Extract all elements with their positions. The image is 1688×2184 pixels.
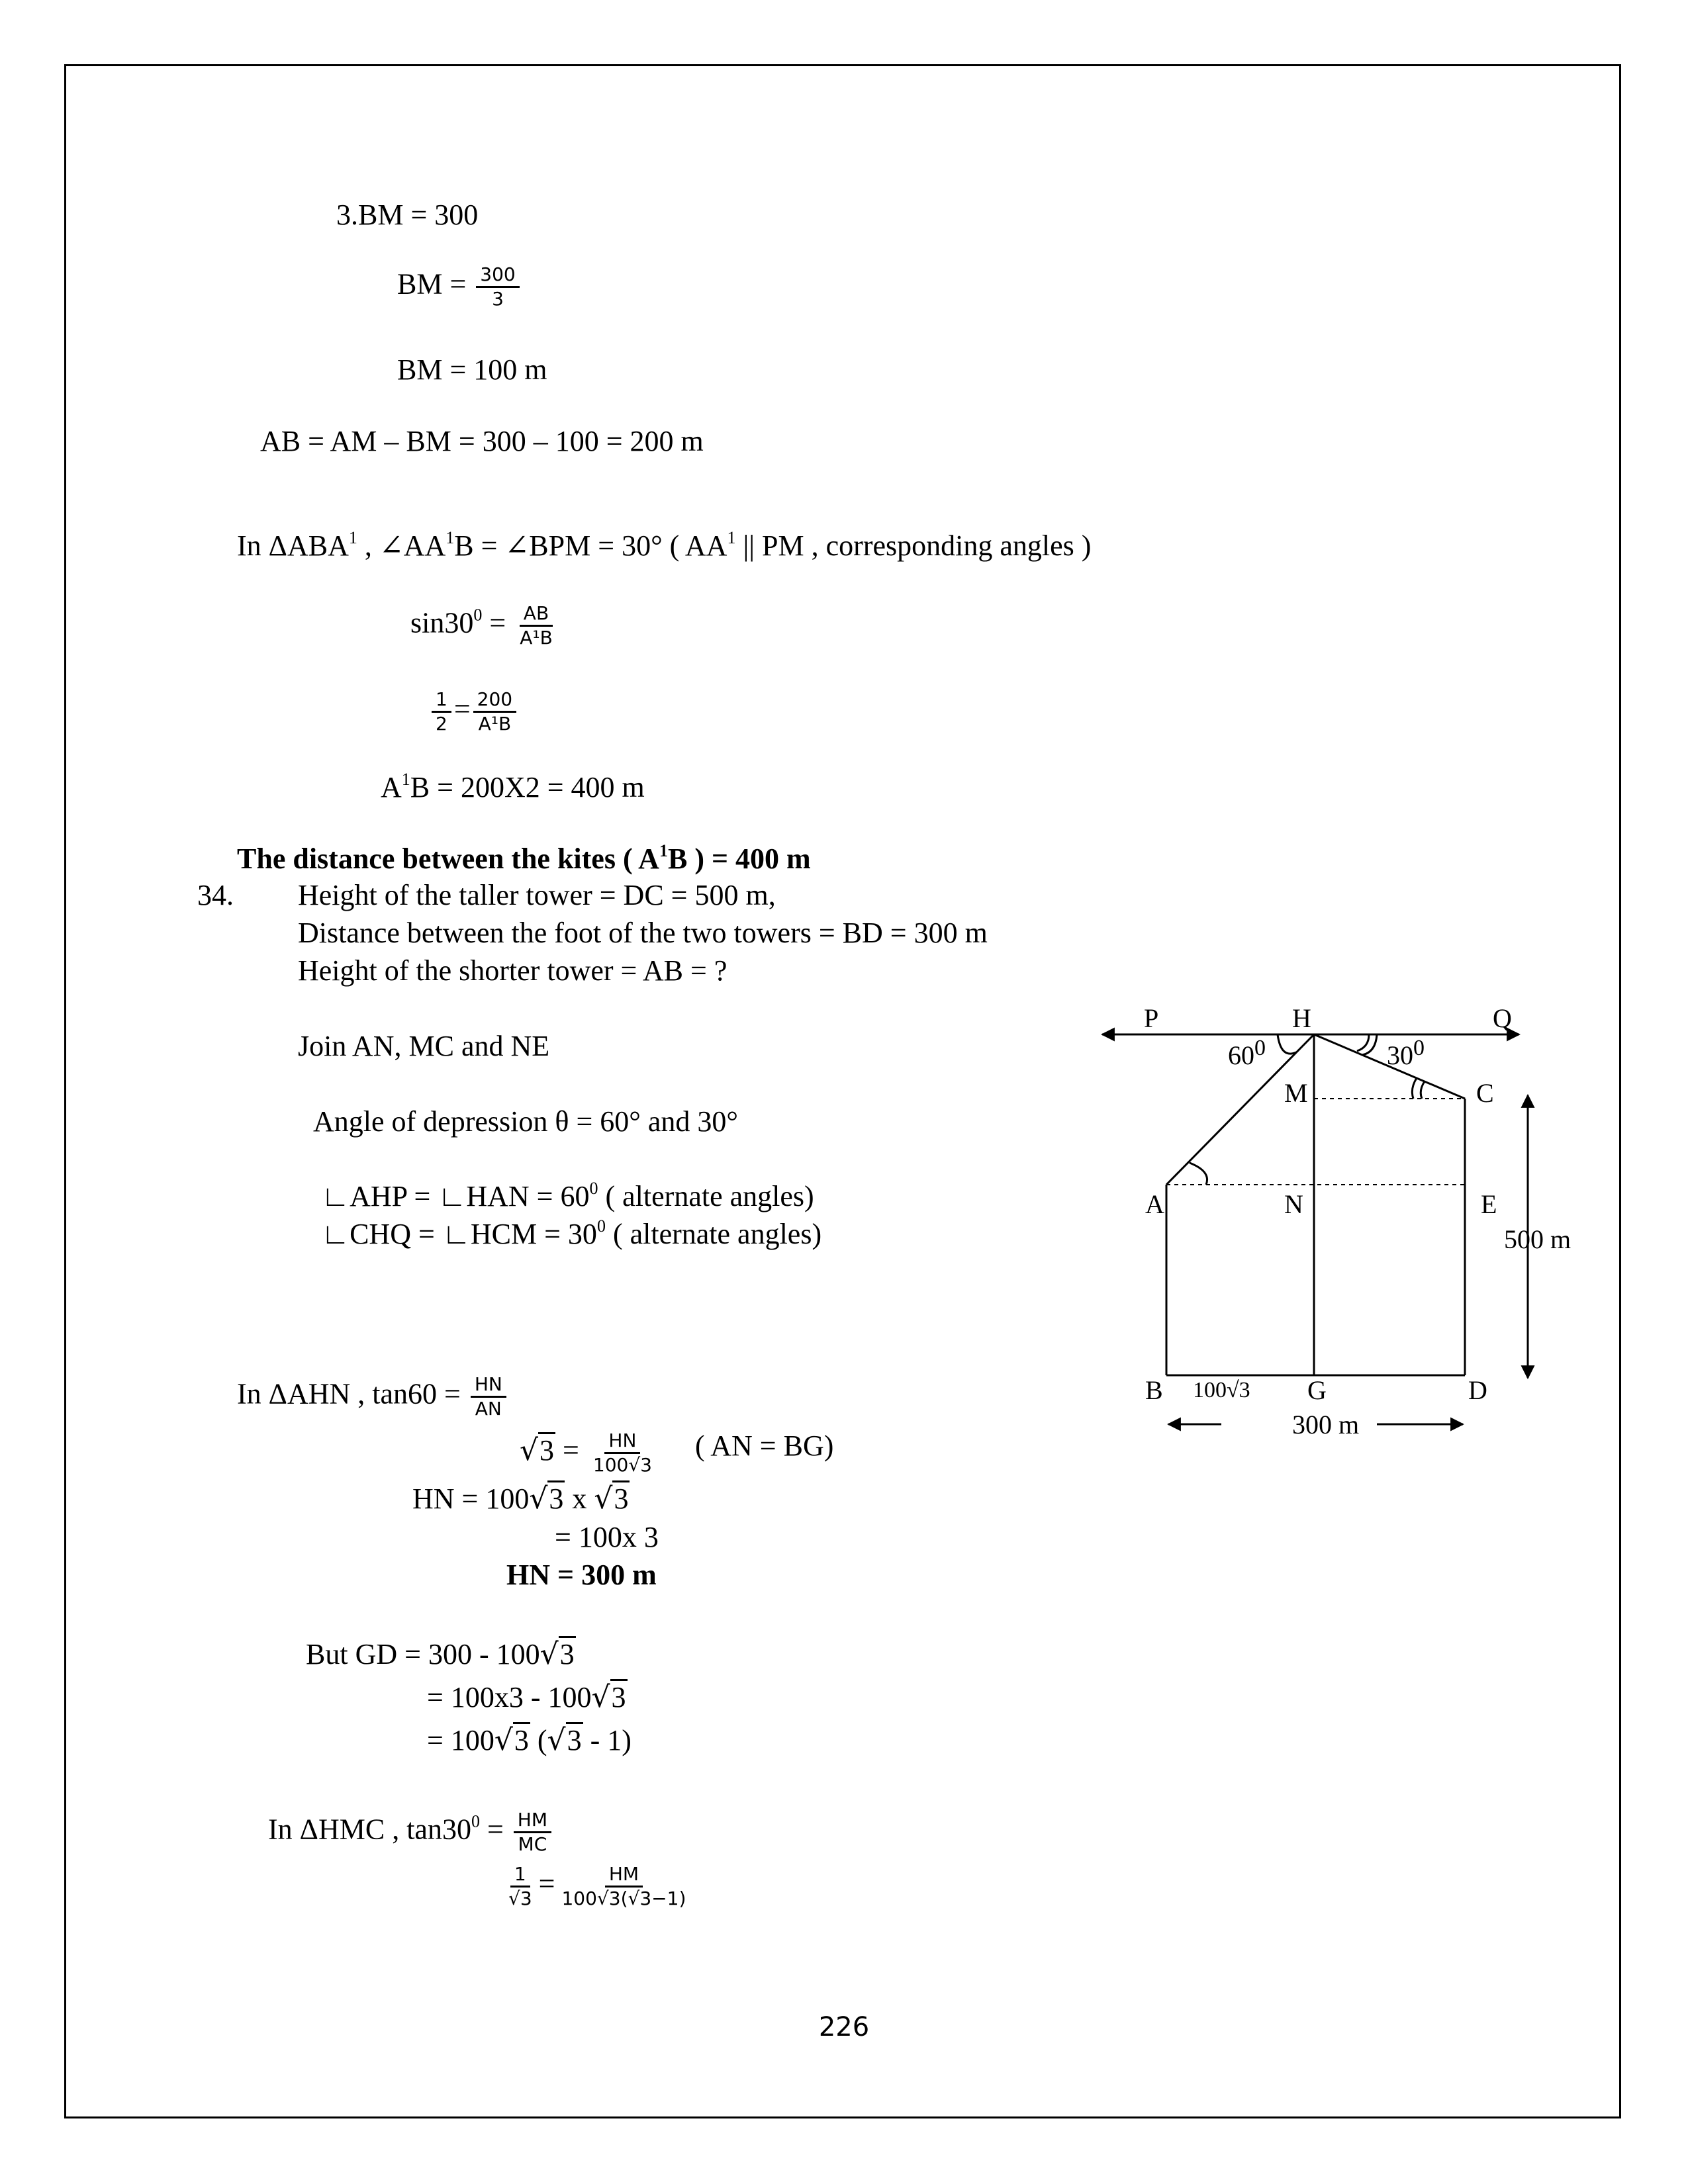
sqrt-3 [594,1482,630,1516]
label-300m: 300 m [1292,1410,1360,1439]
alternate-angle-2 [321,1218,821,1251]
text: ( alternate angles) [598,1180,814,1212]
join-line: Join AN, MC and NE [298,1030,550,1062]
text: 30 [1387,1040,1413,1070]
fraction-hm-expr [557,1863,690,1910]
label-q: Q [1493,1003,1512,1033]
fraction-hn-100sqrt3 [589,1430,656,1477]
question-number: 34. [197,879,234,911]
text: In ΔABA [237,529,349,562]
label-a: A [1145,1189,1164,1219]
angle-label-60 [1228,1036,1266,1070]
frac-den: √3 [508,1888,532,1909]
text: = 100x3 - 100 [427,1681,592,1713]
sup: 0 [471,1811,480,1831]
text: = [453,692,471,725]
text: ( [530,1724,547,1756]
label-g: G [1307,1375,1327,1405]
text: , ∠AA [357,529,446,562]
sup: 1 [445,528,455,547]
line-half [429,688,519,735]
sup: 1 [727,528,736,547]
radicand: 3 [610,1679,628,1713]
sup: 0 [1254,1036,1266,1060]
fraction-200-a1b [473,688,516,735]
label-h: H [1292,1003,1311,1033]
given-taller-tower: Height of the taller tower = DC = 500 m, [298,879,776,911]
frac-den: AN [475,1398,502,1420]
line-gd-3 [427,1724,632,1757]
text: - 1) [583,1724,632,1756]
frac-num: HN [604,1430,640,1454]
line-ahn-tan60 [237,1373,509,1420]
angle-arc-a [1190,1163,1207,1185]
text: B ) = 400 m [667,842,811,875]
text: = [479,1813,511,1846]
fraction-300-3 [476,263,519,310]
text: = 100 [427,1724,494,1756]
sqrt-sign: √ [594,1482,613,1516]
angle-arc-c-inner [1421,1081,1425,1099]
frac-num: HN [471,1373,506,1398]
label-d: D [1468,1375,1487,1405]
page-number: 226 [818,2012,870,2042]
radicand: 3 [566,1722,583,1756]
sqrt-3 [547,1724,583,1757]
text: sin30 [410,606,474,639]
bm-lhs: BM = [397,267,474,300]
frac-num: HM [514,1809,551,1833]
sup: 1 [348,528,357,547]
text: ( alternate angles) [605,1218,822,1250]
fraction-ab-a1b [516,602,557,649]
given-distance: Distance between the foot of the two towers = BD = 300 m [298,917,988,949]
sqrt-sign: √ [539,1637,559,1671]
given-shorter-tower: Height of the shorter tower = AB = ? [298,954,727,987]
radicand: 3 [612,1480,630,1515]
note-an-bg: ( AN = BG) [695,1430,834,1462]
line-bm-fraction [397,263,522,310]
fraction-hn-an [471,1373,506,1420]
text: B = ∠BPM = 30° ( AA [454,529,727,562]
angle-arc-c [1412,1078,1417,1099]
label-m: M [1284,1078,1308,1108]
sqrt-3 [494,1724,530,1757]
radicand: 3 [513,1722,530,1756]
label-c: C [1476,1078,1494,1108]
line-hmc-tan30 [268,1809,554,1856]
sqrt-3 [520,1434,555,1467]
text: || PM , corresponding angles ) [735,529,1092,562]
frac-den: A¹B [478,713,512,735]
frac-num: 200 [473,688,516,713]
angle-arc-30-top-inner [1357,1034,1369,1051]
line-gd-2 [427,1681,628,1714]
radicand: 3 [559,1636,576,1670]
text: ∟CHQ = ∟HCM = 30 [321,1218,597,1250]
text: A [381,771,402,803]
angle-of-depression: Angle of depression θ = 60° and 30° [313,1105,738,1138]
text: = [555,1433,586,1467]
line-bm-100: BM = 100 m [397,353,547,386]
frac-den: MC [518,1833,547,1855]
sup: 0 [473,605,483,625]
label-b: B [1145,1375,1163,1405]
sup: 1 [401,770,410,789]
result-hn-300: HN = 300 m [506,1559,657,1591]
text: x [565,1482,594,1515]
towers-diagram [1086,993,1589,1456]
label-100sqrt3: 100√3 [1193,1378,1250,1402]
text: But GD = 300 - 100 [306,1638,540,1670]
sqrt-sign: √ [591,1680,610,1714]
sup: 0 [1413,1036,1425,1060]
line-sqrt3-eq [520,1430,659,1477]
frac-num: 300 [476,263,519,288]
text: In ΔAHN , tan60 = [237,1377,468,1410]
frac-den: A¹B [520,627,553,649]
line-hn-product [412,1482,630,1516]
sup: 1 [659,841,668,860]
sup: 0 [596,1216,606,1236]
label-e: E [1481,1189,1497,1219]
sqrt-sign: √ [529,1482,548,1516]
line-hn-100x3: = 100x 3 [555,1521,659,1553]
angle-arc-60-top [1278,1034,1296,1054]
frac-den: 100√3 [592,1454,652,1476]
result-distance-kites [237,842,811,876]
label-n: N [1284,1189,1303,1219]
radicand: 3 [538,1432,555,1467]
fraction-1-sqrt3 [504,1863,536,1910]
line-3bm: 3.BM = 300 [336,199,479,231]
angle-label-30 [1387,1036,1425,1070]
sqrt-sign: √ [494,1723,513,1757]
fraction-half [432,688,451,735]
text: ∟AHP = ∟HAN = 60 [321,1180,590,1212]
frac-num: HM [605,1863,643,1888]
text: HN = 100 [412,1482,530,1515]
sqrt-3 [540,1638,576,1671]
text: 60 [1228,1040,1254,1070]
text: B = 200X2 = 400 m [410,771,645,803]
alternate-angle-1 [321,1180,814,1213]
line-sin30 [410,602,559,649]
fraction-hm-mc [514,1809,551,1856]
frac-num: 1 [432,688,451,713]
line-final-eq [502,1863,692,1910]
line-triangle-aba1 [237,529,1091,563]
frac-den: 3 [492,288,504,310]
line-ab-200: AB = AM – BM = 300 – 100 = 200 m [260,425,704,457]
radicand: 3 [547,1480,565,1515]
frac-num: 1 [510,1863,530,1888]
sqrt-sign: √ [547,1723,566,1757]
text: In ΔHMC , tan30 [268,1813,471,1846]
frac-den: 2 [436,713,447,735]
text: The distance between the kites ( A [237,842,659,875]
label-500m: 500 m [1504,1224,1571,1254]
sup: 0 [589,1179,598,1198]
sqrt-sign: √ [520,1433,539,1467]
frac-den: 100√3(√3−1) [561,1888,686,1909]
line-a1b-400 [381,771,645,804]
sqrt-3 [529,1482,565,1516]
line-gd-1 [306,1638,576,1671]
frac-num: AB [520,602,553,627]
label-p: P [1144,1003,1159,1033]
sqrt-3 [591,1681,627,1714]
text: = [538,1867,555,1900]
text: = [482,606,514,639]
